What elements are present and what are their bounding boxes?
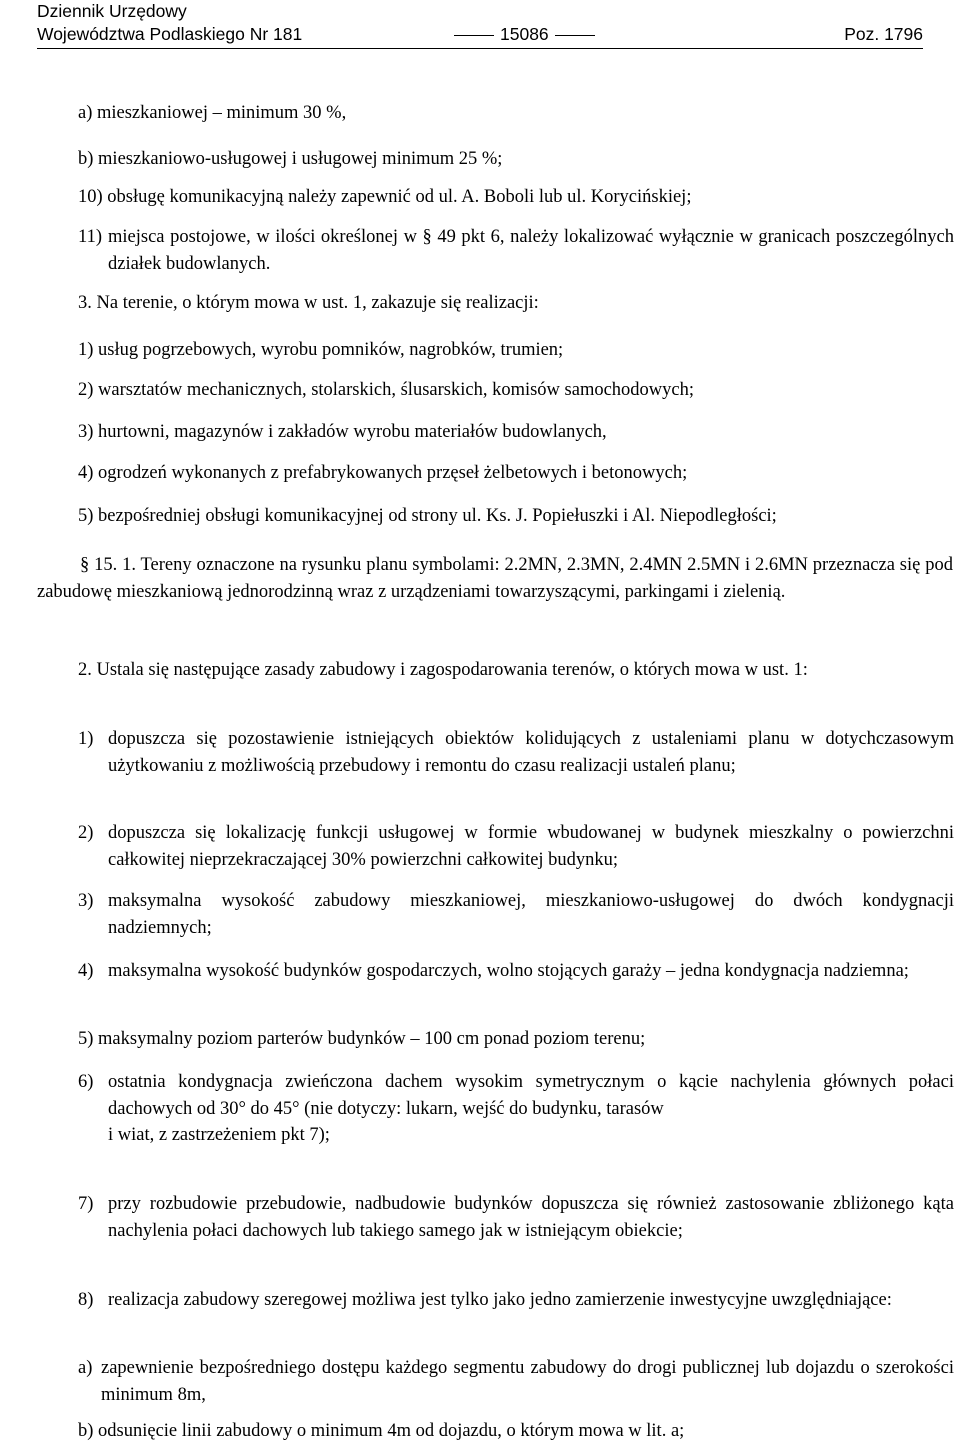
- list-item-text: maksymalna wysokość zabudowy mieszkaniowej, mieszkaniowo-usługowej do dwóch kondygnacji nadziemnych;: [108, 891, 954, 938]
- page-number: [448, 23, 601, 46]
- list-item: [78, 1191, 954, 1244]
- list-item-text: przy rozbudowie przebudowie, nadbudowie budynków dopuszcza się również zastosowanie zbliżonego kąta nachylenia połaci dachowych lub takiego samego jak w istniejącym obiekcie;: [108, 1194, 954, 1241]
- list-item-text: [78, 1069, 954, 1149]
- text-line: b) odsunięcie linii zabudowy o minimum 4m od dojazdu, o którym mowa w lit. a;: [78, 1421, 685, 1441]
- dash-right: [555, 35, 595, 36]
- text-line: 10) obsługę komunikacyjną należy zapewnić od ul. A. Boboli lub ul. Korycińskiej;: [78, 187, 692, 207]
- text-line: 4) ogrodzeń wykonanych z prefabrykowanych przęseł żelbetowych i betonowych;: [78, 463, 688, 483]
- text-line: 5) bezpośredniej obsługi komunikacyjnej od strony ul. Ks. J. Popiełuszki i Al. Niepodległości;: [78, 506, 777, 526]
- list-item-text-part2: i wiat, z zastrzeżeniem pkt 7);: [108, 1125, 330, 1145]
- list-item-label: 8): [78, 1290, 94, 1310]
- position-number: Poz. 1796: [844, 24, 923, 44]
- paragraph-section-15: § 15. 1. Tereny oznaczone na rysunku planu symbolami: 2.2MN, 2.3MN, 2.4MN 2.5MN i 2.6MN przeznacza się pod zabudowę mieszkaniową jednorodzinną wraz z urządzeniami towarzyszącymi, parkingami i zielenią.: [37, 555, 953, 602]
- list-item-text: maksymalna wysokość budynków gospodarczych, wolno stojących garaży – jedna kondygnacja nadziemna;: [108, 961, 909, 981]
- paragraph-item-2: [37, 657, 953, 684]
- list-item-label: 4): [78, 961, 94, 981]
- journal-title: Dziennik Urzędowy: [37, 1, 187, 21]
- list-item-label: 6): [78, 1072, 94, 1092]
- list-item: [78, 1355, 954, 1408]
- list-item-label: a): [78, 1358, 93, 1378]
- text-line: 3. Na terenie, o którym mowa w ust. 1, zakazuje się realizacji:: [78, 293, 539, 313]
- dash-left: [454, 35, 494, 36]
- list-item-text: realizacja zabudowy szeregowej możliwa jest tylko jako jedno zamierzenie inwestycyjne uwzględniające:: [108, 1290, 892, 1310]
- list-item: [78, 1287, 954, 1314]
- list-item: [78, 1069, 954, 1149]
- list-item-text: dopuszcza się pozostawienie istniejących obiektów kolidujących z ustaleniami planu w dotychczasowym użytkowaniu z możliwością przebudowy i remontu do czasu realizacji ustaleń planu;: [108, 729, 954, 776]
- list-item-label: 11): [78, 227, 102, 247]
- list-item-text: miejsca postojowe, w ilości określonej w § 49 pkt 6, należy lokalizować wyłącznie w granicach poszczególnych działek budowlanych.: [108, 227, 954, 274]
- list-item-text-part1: ostatnia kondygnacja zwieńczona dachem wysokim symetrycznym o kącie nachylenia głównych połaci dachowych od 30° do 45° (nie dotyczy: lukarn, wejść do budynku, tarasów: [108, 1072, 954, 1119]
- text-line: b) mieszkaniowo-usługowej i usługowej minimum 25 %;: [78, 149, 503, 169]
- text-line: 3) hurtowni, magazynów i zakładów wyrobu materiałów budowlanych,: [78, 422, 607, 442]
- text-line: 2) warsztatów mechanicznych, stolarskich, ślusarskich, komisów samochodowych;: [78, 380, 695, 400]
- paragraph-item-2-text: 2. Ustala się następujące zasady zabudowy i zagospodarowania terenów, o których mowa w ust. 1:: [78, 660, 808, 680]
- journal-subtitle: Województwa Podlaskiego Nr 181: [37, 24, 303, 44]
- list-item-label: 7): [78, 1194, 94, 1214]
- list-item-label: 2): [78, 823, 94, 843]
- list-item-text: zapewnienie bezpośredniego dostępu każdego segmentu zabudowy do drogi publicznej lub dojazdu o szerokości minimum 8m,: [101, 1358, 954, 1405]
- list-item: [78, 888, 954, 941]
- list-item-label: 3): [78, 891, 94, 911]
- list-item: [78, 820, 954, 873]
- text-line: 5) maksymalny poziom parterów budynków – 100 cm ponad poziom terenu;: [78, 1029, 646, 1049]
- text-line: 1) usług pogrzebowych, wyrobu pomników, nagrobków, trumien;: [78, 340, 564, 360]
- list-item-text: dopuszcza się lokalizację funkcji usługowej w formie wbudowanej w budynek mieszkalny o powierzchni całkowitej nieprzekraczającej 30% powierzchni całkowitej budynku;: [108, 823, 954, 870]
- list-item: [78, 224, 954, 277]
- text-line: a) mieszkaniowej – minimum 30 %,: [78, 103, 347, 123]
- header-rule: [37, 48, 923, 49]
- page-number-text: 15086: [500, 24, 549, 44]
- list-item: [78, 726, 954, 779]
- list-item: [78, 958, 954, 985]
- list-item-label: 1): [78, 729, 94, 749]
